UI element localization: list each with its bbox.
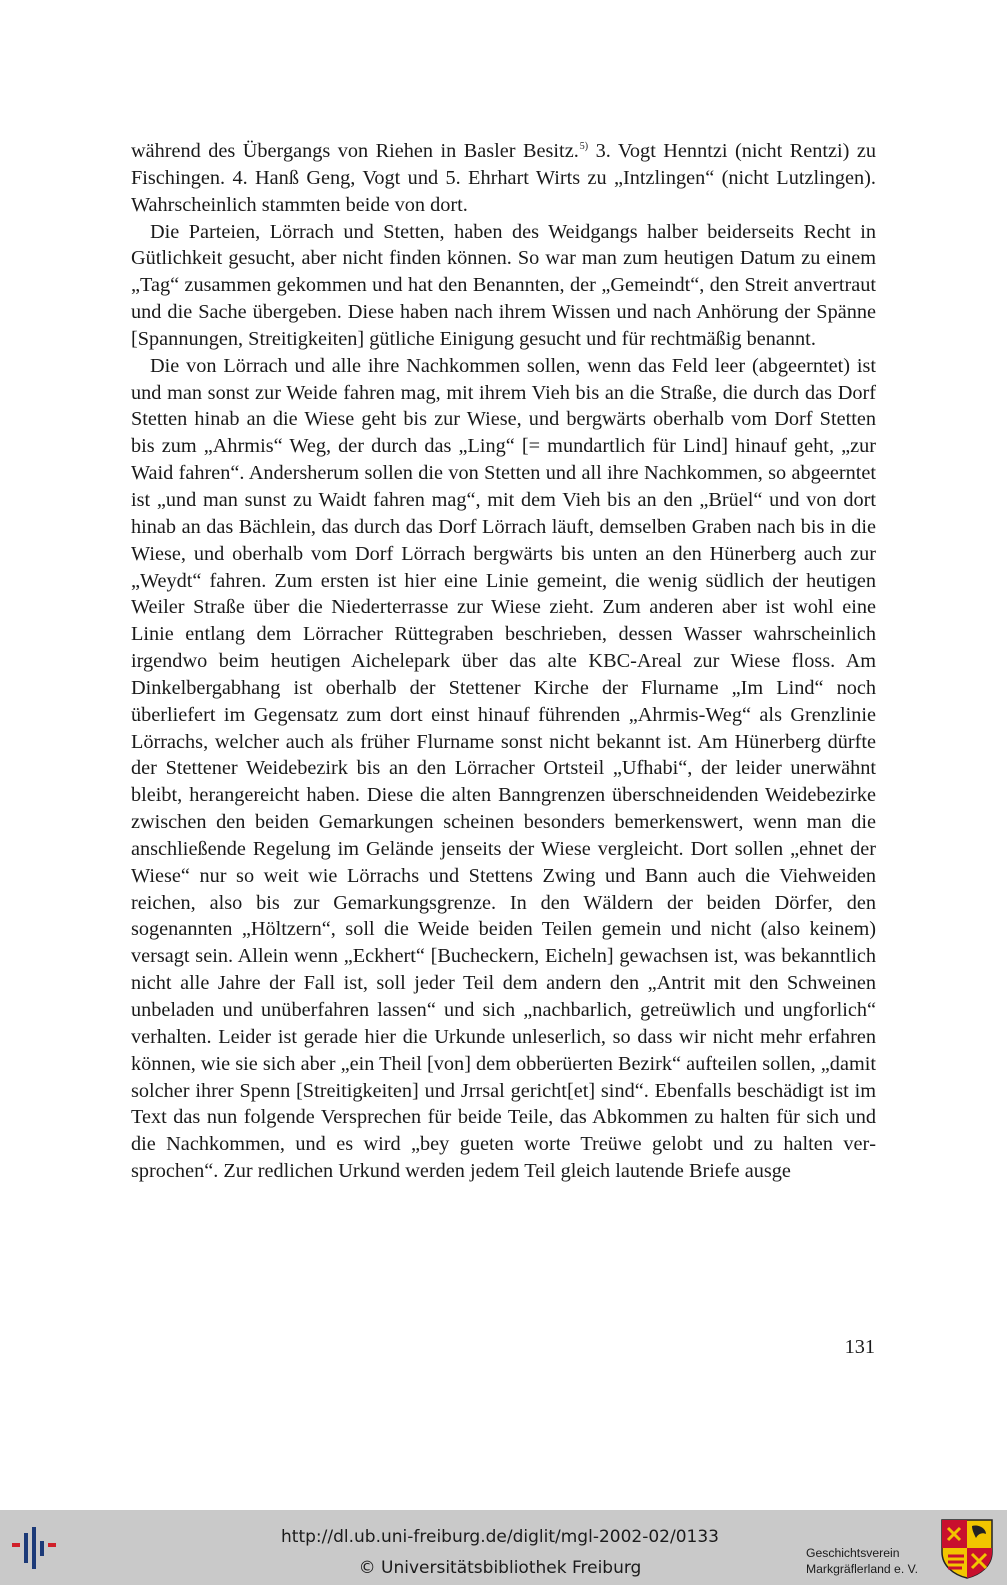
footnote-marker[interactable]: 5) (579, 141, 589, 152)
paragraph-2-text: Die Parteien, Lörrach und Stetten, haben des Weidgangs halber beiderseits Recht in Gütlichkeit gesucht, aber nicht finden können. So war man zum heutigen Datum zu einem „Tag“ zusammen gekommen und hat den Benannten, der „Gemeindt“, den Streit anvertraut und die Sache übergeben. Diese haben nach ihrem Wissen und nach Anhörung der Spänne [Spannungen, Streitigkeiten] gütliche Einigung gesucht und für rechtmäßig benannt. (131, 220, 876, 350)
paragraph-3-text: Die von Lörrach und alle ihre Nachkommen sollen, wenn das Feld leer (abgeerntet) ist und man sonst zur Weide fahren mag, mit ihrem Vieh bis an die Straße, die durch das Dorf Stetten hinab an die Wiese geht bis zur Wiese, und bergwärts oberhalb vom Dorf Stetten bis zum „Ahrmis“ Weg, der durch das „Ling“ [= mundartlich für Lind] hinauf geht, „zur Waid fahren“. Andersherum sollen die von Stetten und all ihre Nachkommen, so abgeerntet ist „und man sunst zu Waidt fahren mag“, mit dem Vieh bis an den „Brüel“ und von dort hinab an das Bächlein, das durch das Dorf Lörrach läuft, demselben Graben nach bis in die Wiese, und oberhalb vom Dorf Lörrach bergwärts bis unten an den Hünerberg auch zur „Weydt“ fahren. Zum ersten ist hier eine Linie gemeint, die wenig südlich der heutigen Weiler Straße über die Niederterrasse zur Wiese zieht. Zum anderen aber ist wohl eine Linie entlang dem Lörracher Rüttegraben beschrieben, dessen Wasser wahrscheinlich irgendwo beim heutigen Aichelepark über das alte KBC-Areal zur Wiese floss. Am Dinkelbergabhang ist oberhalb der Stettener Kirche der Flurname „Im Lind“ noch überliefert im Gegensatz zum dort einst hinauf führenden „Ahrmis-Weg“ als Grenzlinie Lörrachs, welcher auch als früher Flurname sonst nicht bekannt ist. Am Hünerberg dürfte der Stettener Weidebezirk bis an den Lörracher Ortsteil „Ufhabi“, der leider unerwähnt bleibt, herangereicht haben. Diese die alten Banngrenzen überschneidenden Weidebezirke zwischen den beiden Gemarkungen scheinen besonders bemerkenswert, wenn man die anschließende Regelung im Gelände jenseits der Wiese vergleicht. Dort sollen „ehnet der Wiese“ nur so weit wie Lörrachs und Stettens Zwing und Bann auch die Viehweiden reichen, also bis zur Gemarkungsgrenze. In den Wäldern der beiden Dörfer, den sogenannten „Höltzern“, soll die Weide beiden Teilen gemein und nicht (also keinem) versagt sein. Allein wenn „Eckhert“ [Bucheckern, Eicheln] gewachsen ist, was bekanntlich nicht alle Jahre der Fall ist, soll jeder Teil dem andern den „Antrit mit den Schweinen unbeladen und unüberfahren lassen“ und sich „nachbarlich, getreüwlich und ungforlich“ verhalten. Leider ist gerade hier die Urkunde unleserlich, so dass wir nicht mehr erfahren können, wie sie sich aber „ein Theil [von] dem obberüerten Bezirk“ aufteilen sollen, „damit solcher ihrer Spenn [Streitigkeiten] und Jrrsal gericht[et] sind“. Ebenfalls beschädigt ist im Text das nun folgende Versprechen für beide Teile, das Abkommen zu halten für sich und die Nachkommen, und es wird „bey gueten worte Treüwe gelobt und zu halten versprochen“. Zur redlichen Urkund werden jedem Teil gleich lautende Briefe ausge (131, 354, 876, 1183)
ub-freiburg-logo-icon[interactable] (10, 1524, 65, 1572)
paragraph-3 (131, 353, 876, 1185)
paragraph-1-text: während des Übergangs von Riehen in Basler Besitz. (131, 140, 579, 162)
paragraph-1-text-cont: 3. Vogt Henntzi (nicht Rentzi) zu Fischingen. 4. Hanß Geng, Vogt und 5. Ehrhart Wirts zu „Intzlingen“ (nicht Lutzlingen). Wahrscheinlich stammten beide von dort. (131, 140, 876, 216)
footer-copyright: © Universitätsbibliothek Freiburg (358, 1558, 642, 1578)
paragraph-1 (131, 138, 876, 219)
coat-of-arms-icon[interactable] (940, 1518, 994, 1580)
footer-url-link[interactable]: http://dl.ub.uni-freiburg.de/diglit/mgl-2002-02/0133 (281, 1527, 719, 1547)
body-text (131, 138, 876, 1185)
society-name-line2: Markgräflerland e. V. (806, 1562, 919, 1576)
paragraph-2 (131, 219, 876, 353)
society-name (806, 1545, 931, 1577)
page-number: 131 (844, 1336, 875, 1358)
society-name-line1: Geschichtsverein (806, 1546, 900, 1560)
